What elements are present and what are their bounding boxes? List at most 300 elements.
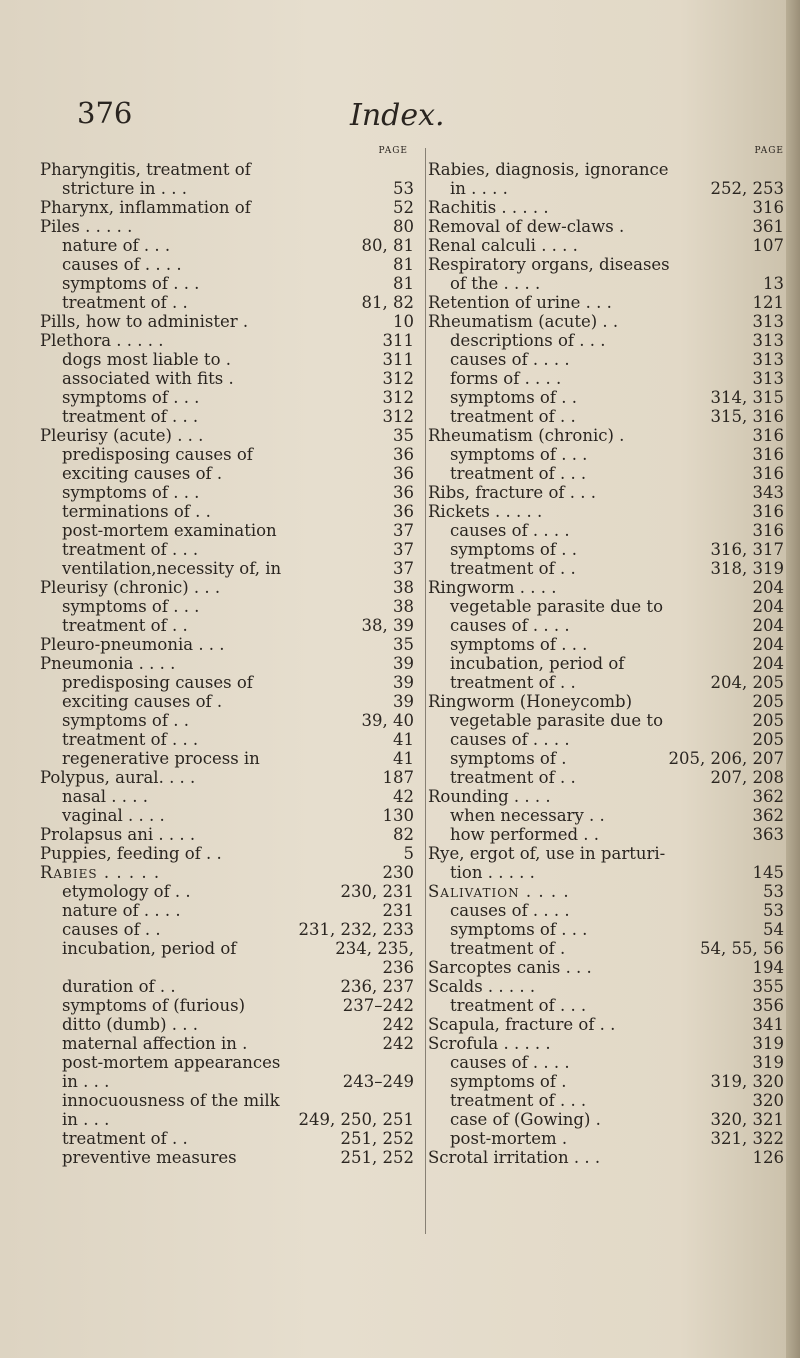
index-entry — [40, 597, 420, 616]
index-page-ref: 13 — [763, 274, 784, 293]
index-entry — [40, 369, 420, 388]
index-page-ref: 54, 55, 56 — [700, 939, 784, 958]
index-page-ref: 81 — [393, 255, 414, 274]
index-term: associated with fits . — [62, 369, 234, 388]
index-page-ref: 355 — [752, 977, 784, 996]
index-entry — [428, 1148, 790, 1167]
index-entry — [428, 255, 790, 274]
index-term: dogs most liable to . — [62, 350, 231, 369]
index-entry — [40, 901, 420, 920]
index-entry — [428, 825, 790, 844]
index-page-ref: 311 — [382, 350, 414, 369]
index-page-ref: 38 — [393, 597, 414, 616]
page-column-label: PAGE — [754, 146, 784, 156]
index-entry — [40, 331, 420, 350]
index-term: treatment of . . — [450, 768, 576, 787]
index-term: Rounding . . . . — [428, 787, 551, 806]
index-entry — [428, 1110, 790, 1129]
index-term: Pharyngitis, treatment of — [40, 160, 251, 179]
index-term: Removal of dew-claws . — [428, 217, 625, 236]
index-page-ref: 321, 322 — [710, 1129, 784, 1148]
index-entry — [40, 350, 420, 369]
index-page-ref: 356 — [752, 996, 784, 1015]
index-page-ref: 36 — [393, 464, 414, 483]
index-entry — [40, 464, 420, 483]
index-entry — [428, 882, 790, 901]
index-term: treatment of . . — [450, 407, 576, 426]
index-entry — [428, 388, 790, 407]
index-term: symptoms of . . . — [62, 597, 200, 616]
index-entry — [428, 635, 790, 654]
index-term: terminations of . . — [62, 502, 211, 521]
index-entry — [428, 901, 790, 920]
index-term: treatment of . . — [450, 559, 576, 578]
index-term: regenerative process in — [62, 749, 260, 768]
index-term: exciting causes of . — [62, 464, 223, 483]
index-entry — [428, 1034, 790, 1053]
index-term: causes of . . . . — [450, 1053, 570, 1072]
index-term: of the . . . . — [450, 274, 541, 293]
index-page-ref: 52 — [393, 198, 414, 217]
index-page-ref: 316, 317 — [710, 540, 784, 559]
index-entry — [428, 616, 790, 635]
index-term: nasal . . . . — [62, 787, 149, 806]
index-term: treatment of . . . — [62, 540, 199, 559]
index-page-ref: 38, 39 — [361, 616, 414, 635]
index-page-ref: 204, 205 — [710, 673, 784, 692]
index-page-ref: 316 — [752, 445, 784, 464]
index-entry — [428, 236, 790, 255]
index-term: symptoms of (furious) — [62, 996, 246, 1015]
index-term: symptoms of . . . — [62, 483, 200, 502]
index-page-ref: 363 — [752, 825, 784, 844]
index-page-ref: 39 — [393, 654, 414, 673]
index-entry — [40, 692, 420, 711]
index-page-ref: 37 — [393, 559, 414, 578]
index-entry — [428, 464, 790, 483]
index-term: symptoms of . — [450, 749, 567, 768]
index-term: exciting causes of . — [62, 692, 223, 711]
index-page-ref: 39, 40 — [361, 711, 414, 730]
index-entry — [40, 179, 420, 198]
index-term: post-mortem examination — [62, 521, 277, 540]
index-term: Pleurisy (acute) . . . — [40, 426, 204, 445]
index-entry — [40, 768, 420, 787]
index-term: treatment of . . — [450, 673, 576, 692]
index-term: Piles . . . . . — [40, 217, 133, 236]
index-page-ref: 39 — [393, 673, 414, 692]
index-entry — [40, 635, 420, 654]
index-entry — [428, 863, 790, 882]
index-page-ref: 230, 231 — [340, 882, 414, 901]
index-entry — [428, 958, 790, 977]
index-page-ref: 36 — [393, 502, 414, 521]
index-term: symptoms of . . . — [450, 920, 588, 939]
index-page-ref: 39 — [393, 692, 414, 711]
index-term: Rachitis . . . . . — [428, 198, 549, 217]
index-term: causes of . . . . — [62, 255, 182, 274]
index-entry — [428, 749, 790, 768]
index-term: post-mortem . — [450, 1129, 568, 1148]
index-term: symptoms of . . . — [450, 445, 588, 464]
index-term: when necessary . . — [450, 806, 605, 825]
index-term: duration of . . — [62, 977, 176, 996]
index-page-ref: 249, 250, 251 — [298, 1110, 414, 1129]
index-page-ref: 319 — [752, 1034, 784, 1053]
index-term: Salivation . . . . — [428, 882, 570, 901]
index-page-ref: 204 — [752, 654, 784, 673]
index-entry — [40, 217, 420, 236]
index-entry — [428, 407, 790, 426]
index-term: treatment of . — [450, 939, 566, 958]
index-entry — [40, 502, 420, 521]
index-term: Pleuro-pneumonia . . . — [40, 635, 225, 654]
index-term: treatment of . . . — [450, 996, 587, 1015]
index-page-ref: 341 — [752, 1015, 784, 1034]
index-entry — [428, 1072, 790, 1091]
index-entry — [40, 559, 420, 578]
index-entry — [40, 711, 420, 730]
index-entry — [40, 1015, 420, 1034]
index-entry — [40, 749, 420, 768]
page-edge — [786, 0, 800, 1358]
index-page-ref: 126 — [752, 1148, 784, 1167]
index-term: Rye, ergot of, use in parturi- — [428, 844, 666, 863]
index-term: symptoms of . . — [62, 711, 189, 730]
index-term: causes of . . . . — [450, 521, 570, 540]
index-page-ref: 362 — [752, 806, 784, 825]
index-entry — [428, 1015, 790, 1034]
index-term: symptoms of . . — [450, 388, 577, 407]
index-entry — [428, 369, 790, 388]
index-term: Ringworm . . . . — [428, 578, 557, 597]
index-page-ref: 121 — [752, 293, 784, 312]
index-term: ventilation,necessity of, in — [62, 559, 282, 578]
index-page-ref: 53 — [393, 179, 414, 198]
index-column-right — [428, 146, 790, 1167]
index-term: vegetable parasite due to — [450, 711, 664, 730]
index-entry — [40, 274, 420, 293]
index-page-ref: 204 — [752, 616, 784, 635]
index-page-ref: 81 — [393, 274, 414, 293]
index-page-ref: 313 — [752, 331, 784, 350]
index-entry — [428, 1129, 790, 1148]
index-entry — [428, 939, 790, 958]
index-term: Renal calculi . . . . — [428, 236, 578, 255]
index-column-left — [40, 146, 420, 1167]
index-page-ref: 10 — [393, 312, 414, 331]
index-page-ref: 361 — [752, 217, 784, 236]
index-page-ref: 35 — [393, 635, 414, 654]
index-page-ref: 5 — [403, 844, 414, 863]
index-entry — [428, 559, 790, 578]
index-entry — [40, 730, 420, 749]
index-term: Pneumonia . . . . — [40, 654, 176, 673]
page-header — [0, 96, 800, 140]
index-entry — [40, 255, 420, 274]
index-term: in . . . . — [450, 179, 508, 198]
index-entry — [40, 1148, 420, 1167]
index-page-ref: 319, 320 — [710, 1072, 784, 1091]
index-entry — [40, 844, 420, 863]
index-page-ref: 230 — [382, 863, 414, 882]
index-entry — [428, 920, 790, 939]
index-page-ref: 204 — [752, 578, 784, 597]
index-page-ref: 205 — [752, 692, 784, 711]
index-page-ref: 82 — [393, 825, 414, 844]
index-entry — [428, 996, 790, 1015]
index-term: etymology of . . — [62, 882, 191, 901]
index-entry — [40, 1034, 420, 1053]
index-term: Plethora . . . . . — [40, 331, 164, 350]
index-page-ref: 316 — [752, 521, 784, 540]
index-term: nature of . . . — [62, 236, 171, 255]
index-entry — [428, 578, 790, 597]
index-page-ref: 234, 235, — [335, 939, 414, 958]
index-entry — [428, 274, 790, 293]
index-page-ref: 194 — [752, 958, 784, 977]
index-page-ref: 204 — [752, 635, 784, 654]
index-entry — [428, 160, 790, 179]
index-term: treatment of . . — [62, 616, 188, 635]
index-term: incubation, period of — [62, 939, 237, 958]
index-page-ref: 312 — [382, 407, 414, 426]
index-entry — [428, 977, 790, 996]
page-number: 376 — [77, 96, 133, 130]
index-entry — [40, 996, 420, 1015]
index-page-ref: 236 — [382, 958, 414, 977]
page-column-label: PAGE — [378, 146, 408, 156]
index-term: Puppies, feeding of . . — [40, 844, 222, 863]
index-entry — [428, 844, 790, 863]
index-entry — [40, 407, 420, 426]
index-entry — [428, 445, 790, 464]
index-page-ref: 362 — [752, 787, 784, 806]
index-term: Pills, how to administer . — [40, 312, 249, 331]
index-term: symptoms of . . . — [450, 635, 588, 654]
index-page-ref: 231, 232, 233 — [298, 920, 414, 939]
index-entry — [428, 312, 790, 331]
index-entry — [40, 483, 420, 502]
index-entry — [40, 388, 420, 407]
index-entry — [40, 578, 420, 597]
index-term: in . . . — [62, 1072, 110, 1091]
index-term: causes of . . . . — [450, 901, 570, 920]
index-page-ref: 187 — [382, 768, 414, 787]
index-entry — [428, 217, 790, 236]
index-term: descriptions of . . . — [450, 331, 606, 350]
index-term: tion . . . . . — [450, 863, 535, 882]
index-term: causes of . . . . — [450, 616, 570, 635]
index-entry — [428, 521, 790, 540]
index-term: Rheumatism (acute) . . — [428, 312, 619, 331]
index-entry — [40, 160, 420, 179]
index-term: Polypus, aural. . . . — [40, 768, 196, 787]
index-page-ref: 313 — [752, 350, 784, 369]
index-page-ref: 36 — [393, 445, 414, 464]
index-page-ref: 54 — [763, 920, 784, 939]
index-entry — [40, 825, 420, 844]
index-term: Prolapsus ani . . . . — [40, 825, 196, 844]
index-term: treatment of . . . — [62, 730, 199, 749]
index-entry — [428, 787, 790, 806]
index-entry — [428, 350, 790, 369]
index-term: preventive measures — [62, 1148, 237, 1167]
index-entry — [40, 445, 420, 464]
index-page-ref: 107 — [752, 236, 784, 255]
index-term: symptoms of . . . — [62, 388, 200, 407]
index-entry — [40, 236, 420, 255]
index-page-ref: 318, 319 — [710, 559, 784, 578]
index-page-ref: 41 — [393, 730, 414, 749]
index-entry — [40, 616, 420, 635]
index-entry — [428, 806, 790, 825]
index-term: Rickets . . . . . — [428, 502, 543, 521]
index-term: Rheumatism (chronic) . — [428, 426, 625, 445]
index-page-ref: 37 — [393, 521, 414, 540]
index-entry — [428, 179, 790, 198]
index-page-ref: 205, 206, 207 — [668, 749, 784, 768]
index-term: forms of . . . . — [450, 369, 562, 388]
index-page-ref: 205 — [752, 711, 784, 730]
index-page-ref: 316 — [752, 502, 784, 521]
index-term: symptoms of . . — [450, 540, 577, 559]
index-term: symptoms of . . . — [62, 274, 200, 293]
index-page-ref: 237–242 — [342, 996, 414, 1015]
index-entry — [428, 654, 790, 673]
index-page-ref: 53 — [763, 901, 784, 920]
index-entry — [428, 1091, 790, 1110]
index-term: nature of . . . . — [62, 901, 181, 920]
index-term: how performed . . — [450, 825, 600, 844]
index-entry — [40, 293, 420, 312]
index-page-ref: 252, 253 — [710, 179, 784, 198]
index-page-ref: 242 — [382, 1015, 414, 1034]
index-entry — [40, 1129, 420, 1148]
index-entry — [40, 920, 420, 939]
index-entry — [428, 426, 790, 445]
index-page-ref: 231 — [382, 901, 414, 920]
index-page-ref: 312 — [382, 369, 414, 388]
index-term: Pharynx, inflammation of — [40, 198, 251, 217]
index-entry — [428, 1053, 790, 1072]
index-page-ref: 81, 82 — [361, 293, 414, 312]
index-entry — [428, 768, 790, 787]
index-term: Pleurisy (chronic) . . . — [40, 578, 221, 597]
index-term: Ribs, fracture of . . . — [428, 483, 596, 502]
index-page-ref: 313 — [752, 369, 784, 388]
index-term: predisposing causes of — [62, 673, 253, 692]
index-term: post-mortem appearances — [62, 1053, 281, 1072]
index-entry — [40, 673, 420, 692]
index-term: incubation, period of — [450, 654, 625, 673]
index-term: Respiratory organs, diseases — [428, 255, 670, 274]
index-entry — [40, 521, 420, 540]
index-page-ref: 315, 316 — [710, 407, 784, 426]
index-term: symptoms of . — [450, 1072, 567, 1091]
index-term: vegetable parasite due to — [450, 597, 664, 616]
index-entry — [428, 692, 790, 711]
index-page-ref: 313 — [752, 312, 784, 331]
index-term: causes of . . — [62, 920, 161, 939]
index-page-ref: 320, 321 — [710, 1110, 784, 1129]
index-page-ref: 35 — [393, 426, 414, 445]
index-term: maternal affection in . — [62, 1034, 248, 1053]
index-entry — [40, 958, 420, 977]
index-entry — [428, 293, 790, 312]
index-entry — [40, 787, 420, 806]
running-title: Index. — [350, 98, 445, 133]
index-entry — [428, 502, 790, 521]
index-page-ref: 236, 237 — [340, 977, 414, 996]
index-page-ref: 205 — [752, 730, 784, 749]
index-entry — [40, 654, 420, 673]
index-term: Rabies . . . . . — [40, 863, 161, 882]
index-entry — [428, 711, 790, 730]
index-page-ref: 145 — [752, 863, 784, 882]
index-page-ref: 207, 208 — [710, 768, 784, 787]
index-entry — [40, 198, 420, 217]
index-entry — [40, 1091, 420, 1110]
index-page-ref: 53 — [763, 882, 784, 901]
column-divider — [425, 148, 426, 1234]
index-term: Sarcoptes canis . . . — [428, 958, 592, 977]
index-page-ref: 343 — [752, 483, 784, 502]
index-term: Rabies, diagnosis, ignorance — [428, 160, 669, 179]
index-entry — [428, 331, 790, 350]
index-page-ref: 319 — [752, 1053, 784, 1072]
index-page-ref: 312 — [382, 388, 414, 407]
index-term: vaginal . . . . — [62, 806, 165, 825]
index-entry — [428, 597, 790, 616]
index-page-ref: 42 — [393, 787, 414, 806]
index-page-ref: 316 — [752, 426, 784, 445]
index-term: Scapula, fracture of . . — [428, 1015, 616, 1034]
index-term: in . . . — [62, 1110, 110, 1129]
index-term: Retention of urine . . . — [428, 293, 612, 312]
index-term: innocuousness of the milk — [62, 1091, 280, 1110]
index-entry — [40, 426, 420, 445]
index-page-ref: 316 — [752, 198, 784, 217]
index-page-ref: 316 — [752, 464, 784, 483]
index-term: treatment of . . . — [62, 407, 199, 426]
index-page-ref: 38 — [393, 578, 414, 597]
index-term: treatment of . . . — [450, 1091, 587, 1110]
index-term: causes of . . . . — [450, 350, 570, 369]
index-page-ref: 242 — [382, 1034, 414, 1053]
index-term: case of (Gowing) . — [450, 1110, 601, 1129]
index-term: treatment of . . — [62, 293, 188, 312]
index-page-ref: 37 — [393, 540, 414, 559]
index-page-ref: 80 — [393, 217, 414, 236]
index-entry — [40, 939, 420, 958]
index-page-ref: 251, 252 — [340, 1148, 414, 1167]
index-entry — [428, 198, 790, 217]
index-page-ref: 130 — [382, 806, 414, 825]
index-term: Scrotal irritation . . . — [428, 1148, 601, 1167]
index-term: Scrofula . . . . . — [428, 1034, 551, 1053]
index-page-ref: 204 — [752, 597, 784, 616]
index-term: causes of . . . . — [450, 730, 570, 749]
index-entry — [40, 1053, 420, 1072]
index-entry — [428, 540, 790, 559]
index-term: Scalds . . . . . — [428, 977, 536, 996]
index-term: treatment of . . . — [450, 464, 587, 483]
index-page-ref: 36 — [393, 483, 414, 502]
index-page-ref: 251, 252 — [340, 1129, 414, 1148]
index-entry — [40, 863, 420, 882]
index-term: stricture in . . . — [62, 179, 188, 198]
